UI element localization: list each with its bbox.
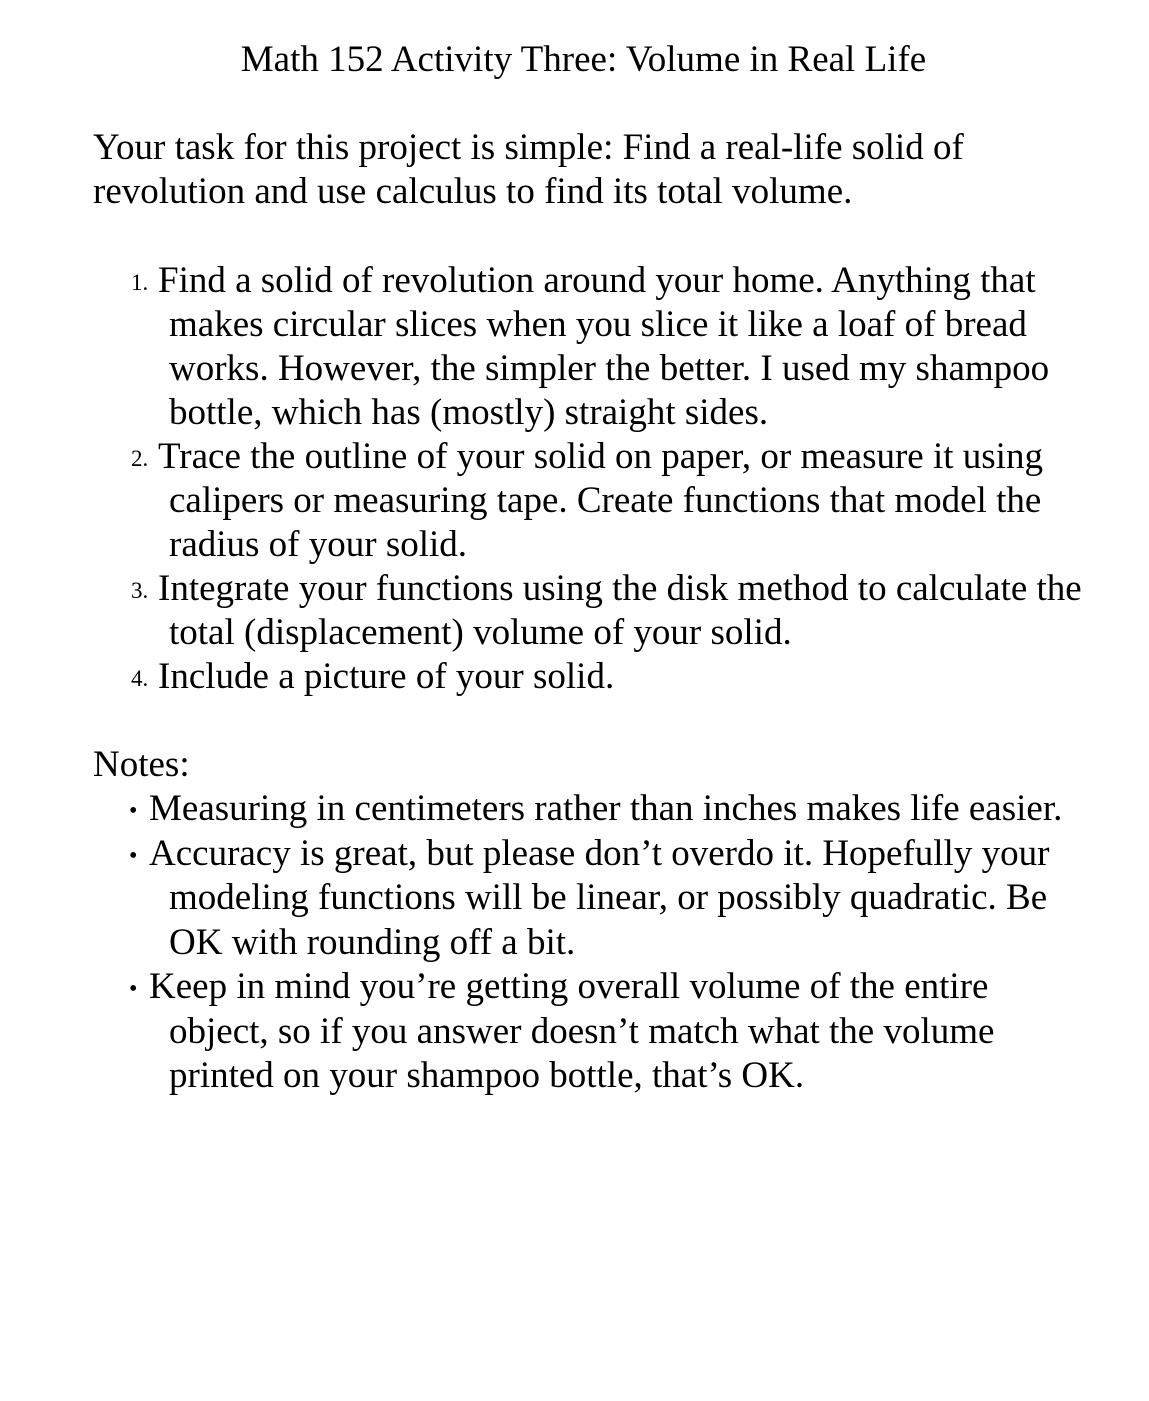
note-item: [0, 832, 1089, 966]
bullet-icon: •: [129, 976, 138, 1002]
note-text: Keep in mind you’re getting overall volume of the entire object, so if you answer doesn’t match what the volume printed on your shampoo bottle, that’s OK.: [149, 966, 995, 1096]
step-item: [0, 435, 1089, 567]
steps-list: [0, 259, 1149, 699]
step-text: Integrate your functions using the disk method to calculate the total (displacement) volume of your solid.: [158, 568, 1082, 653]
step-text: Find a solid of revolution around your home. Anything that makes circular slices when you slice it like a loaf of bread works. However, the simpler the better. I used my shampoo bottle, which has (mostly) straight sides.: [158, 260, 1050, 433]
bullet-icon: •: [129, 798, 138, 824]
step-number: 4.: [131, 666, 149, 691]
note-text: Measuring in centimeters rather than inches makes life easier.: [149, 788, 1063, 829]
notes-heading: Notes:: [93, 744, 190, 785]
note-item: [0, 787, 1089, 832]
note-item: [0, 965, 1089, 1099]
note-text: Accuracy is great, but please don’t overdo it. Hopefully your modeling functions will be linear, or possibly quadratic. Be OK with rounding off a bit.: [149, 832, 1050, 963]
bullet-icon: •: [129, 842, 138, 869]
step-number: 3.: [131, 578, 149, 603]
step-text: Trace the outline of your solid on paper, or measure it using calipers or measuring tape. Create functions that model the radius of your solid.: [158, 436, 1043, 565]
notes-list: [0, 787, 1149, 1099]
document-title: Math 152 Activity Three: Volume in Real Life: [240, 39, 927, 80]
step-item: [0, 655, 1089, 699]
intro-paragraph: Your task for this project is simple: Find a real-life solid of revolution and use calculus to find its total volume.: [93, 127, 964, 212]
step-item: [0, 567, 1089, 655]
step-text: Include a picture of your solid.: [158, 656, 615, 697]
step-number: 1.: [131, 270, 149, 295]
step-number: 2.: [131, 446, 149, 471]
step-item: [0, 259, 1089, 435]
